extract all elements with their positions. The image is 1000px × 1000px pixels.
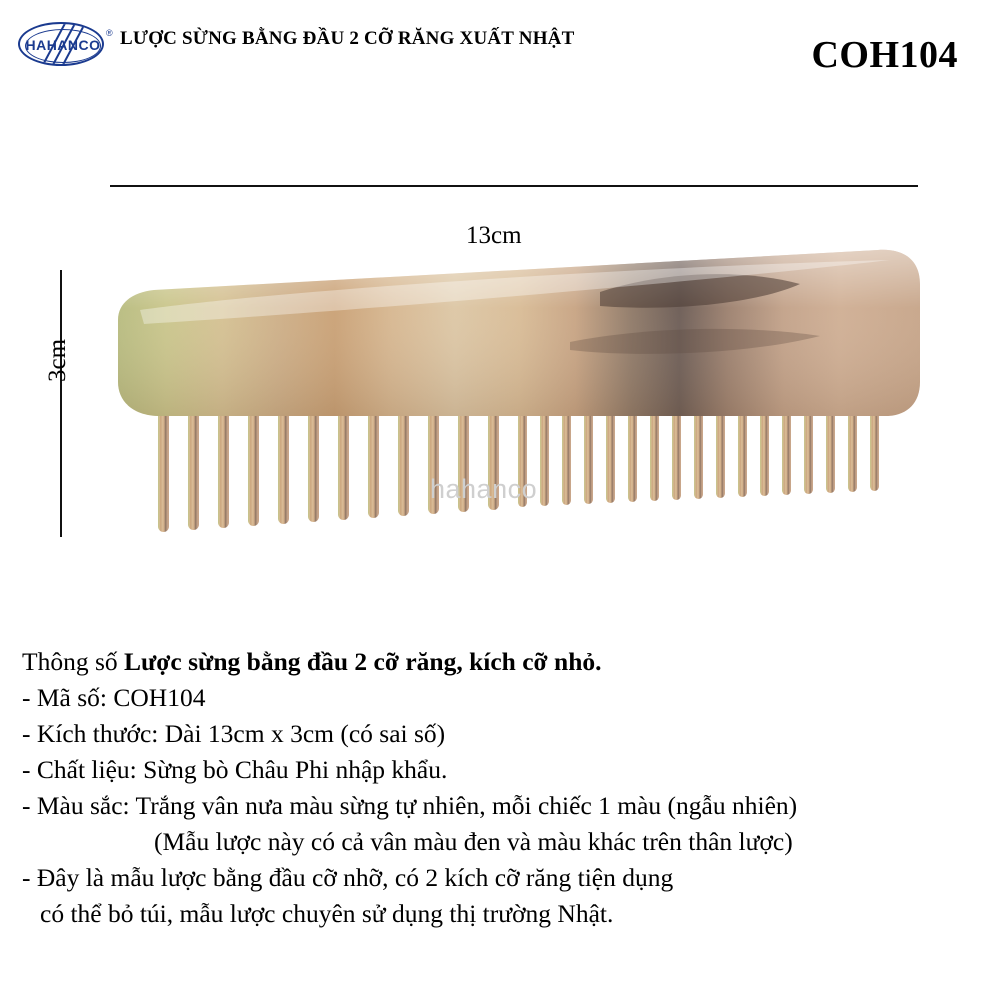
width-dimension-label: 13cm	[466, 222, 522, 249]
hahanco-logo	[18, 22, 113, 68]
height-dimension-label: 3cm	[44, 338, 71, 382]
spec-intro-bold: Lược sừng bằng đầu 2 cỡ răng, kích cỡ nhỏ.	[124, 647, 602, 676]
spec-intro	[22, 644, 982, 680]
watermark-text: hahanco	[430, 474, 538, 504]
height-dimension-line	[60, 270, 62, 537]
spec-line-code: - Mã số: COH104	[22, 683, 206, 712]
comb-body	[118, 250, 920, 416]
logo-ellipse-outer	[18, 22, 104, 66]
page-title: LƯỢC SỪNG BẰNG ĐẦU 2 CỠ RĂNG XUẤT NHẬT	[120, 28, 575, 49]
spec-line-color-note: (Mẫu lược này có cả vân màu đen và màu khác trên thân lược)	[154, 827, 793, 856]
spec-line-size: - Kích thước: Dài 13cm x 3cm (có sai số)	[22, 719, 446, 748]
page-header	[0, 0, 1000, 92]
spec-line-material: - Chất liệu: Sừng bò Châu Phi nhập khẩu.	[22, 755, 448, 784]
width-dimension-line	[110, 185, 918, 187]
spec-line-description: - Đây là mẫu lược bằng đầu cỡ nhỡ, có 2 kích cỡ răng tiện dụng	[22, 863, 674, 892]
product-image-area	[0, 92, 1000, 632]
product-code: COH104	[811, 34, 958, 76]
logo-text: HAHANCO	[25, 37, 101, 53]
spec-intro-prefix: Thông số	[22, 647, 124, 676]
spec-line-description-cont: có thể bỏ túi, mẫu lược chuyên sử dụng thị trường Nhật.	[40, 899, 614, 928]
spec-line-color: - Màu sắc: Trắng vân nưa màu sừng tự nhiên, mỗi chiếc 1 màu (ngẫu nhiên)	[22, 791, 798, 820]
registered-trademark-icon: ®	[106, 28, 113, 38]
specifications-block	[22, 644, 982, 932]
